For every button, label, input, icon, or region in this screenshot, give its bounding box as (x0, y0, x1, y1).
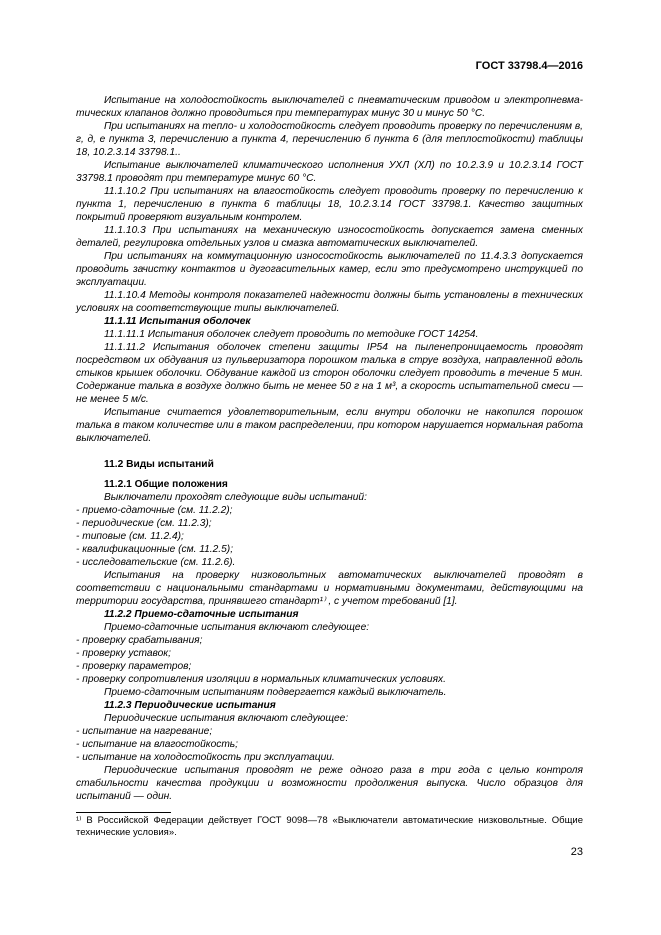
page-number: 23 (570, 846, 583, 858)
paragraph: - периодические (см. 11.2.3); (76, 518, 212, 529)
paragraph: 11.1.11.2 Испытания оболочек степени защиты IP54 на пыленепроницаемость проводят посредством их обдувания из пульверизатора порошком талька в струе воздуха, направленной вдоль стыков крышек оболочки. Обдувание каждой из сторон оболочки следует проводить в течение 5 мин. Содержание талька в воздухе должно быть не менее 50 г на 1 м³, а скорость испытательной смеси — не менее 5 м/с. (76, 342, 583, 405)
paragraph: - типовые (см. 11.2.4); (76, 531, 184, 542)
paragraph: Испытание на холодостойкость выключателей с пневматическим приводом и электропневма-тических клапанов должно проводиться при температурах минус 30 и минус 50 °С. (76, 95, 583, 119)
paragraph: 11.1.11 Испытания оболочек (104, 316, 251, 327)
paragraph: - испытание на влагостойкость; (76, 739, 238, 750)
paragraph: Выключатели проходят следующие виды испытаний: (104, 492, 367, 503)
paragraph: 11.2.2 Приемо-сдаточные испытания (104, 609, 299, 620)
footnote: ¹⁾ В Российской Федерации действует ГОСТ 9098—78 «Выключатели автоматические низковольтные. Общие технические условия». (76, 815, 583, 838)
paragraph: - проверку сопротивления изоляции в нормальных климатических условиях. (76, 674, 446, 685)
paragraph: 11.1.10.4 Методы контроля показателей надежности должны быть установлены в технических условиях на соответствующие типы выключателей. (76, 290, 583, 314)
paragraph: - проверку уставок; (76, 648, 171, 659)
body-text (76, 94, 583, 803)
paragraph: - испытание на холодостойкость при эксплуатации. (76, 752, 335, 763)
paragraph: Приемо-сдаточным испытаниям подвергается каждый выключатель. (104, 687, 447, 698)
footnote-separator (76, 812, 171, 813)
paragraph: При испытаниях на тепло- и холодостойкость следует проводить проверку по перечислениям в, г, д, е пункта 3, перечислению а пункта 4, перечислению б пункта 6 (для теплостойкости) таблицы 18, 10.2.3.14 33798.1.. (76, 121, 583, 158)
paragraph: - проверку срабатывания; (76, 635, 203, 646)
paragraph: - приемо-сдаточные (см. 11.2.2); (76, 505, 233, 516)
paragraph: - испытание на нагревание; (76, 726, 213, 737)
paragraph: При испытаниях на коммутационную износостойкость выключателей по 11.4.3.3 допускается проводить зачистку контактов и дугогасительных камер, если это предусмотрено инструкцией по эксплуатации. (76, 251, 583, 288)
paragraph: - проверку параметров; (76, 661, 192, 672)
paragraph: Испытания на проверку низковольтных автоматических выключателей проводят в соответствии с национальными стандартами и нормативными документами, действующими на территории государства, принявшего стандарт¹⁾ , с учетом требований [1]. (76, 570, 583, 607)
paragraph: Испытание считается удовлетворительным, если внутри оболочки не накопился порошок талька в таком количестве или в таком распределении, при котором нарушается нормальная работа выключателей. (76, 407, 583, 444)
paragraph: Периодические испытания включают следующее: (104, 713, 349, 724)
paragraph: 11.2.3 Периодические испытания (104, 700, 276, 711)
paragraph: - исследовательские (см. 11.2.6). (76, 557, 236, 568)
paragraph: 11.2.1 Общие положения (104, 479, 228, 490)
paragraph: 11.2 Виды испытаний (104, 459, 214, 470)
paragraph: 11.1.10.3 При испытаниях на механическую износостойкость допускается замена сменных деталей, регулировка отдельных узлов и смазка автоматических выключателей. (76, 225, 583, 249)
paragraph: 11.1.11.1 Испытания оболочек следует проводить по методике ГОСТ 14254. (104, 329, 479, 340)
document-id-header: ГОСТ 33798.4—2016 (475, 60, 583, 72)
paragraph: Периодические испытания проводят не реже одного раза в три года с целью контроля стабильности качества продукции и возможности продолжения выпуска. Число образцов для испытаний — один. (76, 765, 583, 802)
paragraph: - квалификационные (см. 11.2.5); (76, 544, 234, 555)
paragraph: Испытание выключателей климатического исполнения УХЛ (ХЛ) по 10.2.3.9 и 10.2.3.14 ГОСТ 33798.1 проводят при температуре минус 60 °С. (76, 160, 583, 184)
paragraph: Приемо-сдаточные испытания включают следующее: (104, 622, 370, 633)
paragraph: 11.1.10.2 При испытаниях на влагостойкость следует проводить проверку по перечислению к пункта 1, перечислению в пункта 6 таблицы 18, 10.2.3.14 ГОСТ 33798.1. Качество защитных покрытий проверяют визуальным контролем. (76, 186, 583, 223)
